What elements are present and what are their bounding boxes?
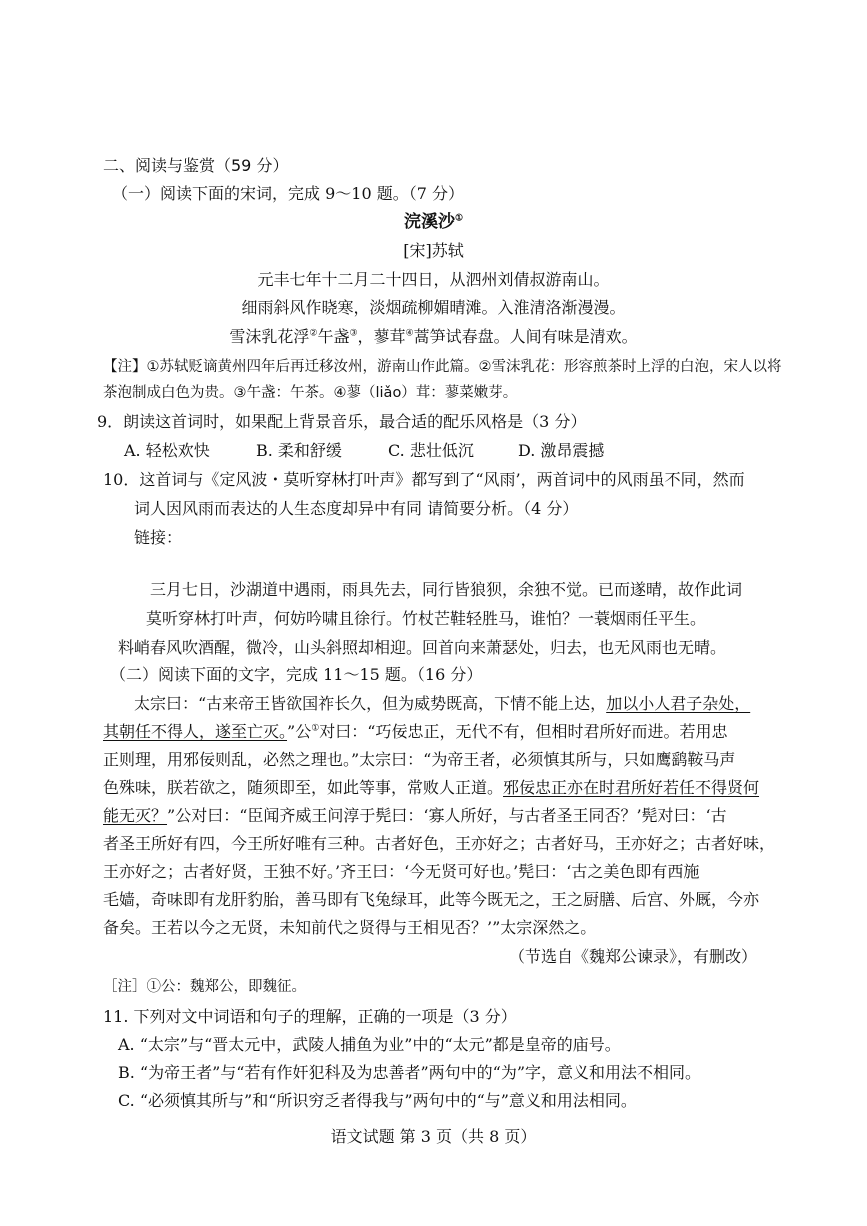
text-segment: 太宗曰：“古来帝王皆欲国祚长久，但为威势既高，下情不能上达，: [134, 694, 607, 713]
text-segment: 对曰：“巧佞忠正，无代不有，但相时君所好而进。若用忠: [319, 722, 728, 741]
underlined-sentence: 邪佞忠正亦在时君所好若任不得贤何: [503, 778, 760, 797]
poem-preface: 元丰七年十二月二十四日，从泗州刘倩叔游南山。: [257, 270, 610, 289]
text-segment: 午盏: [317, 327, 350, 346]
text-segment: 毛嫱，奇味即有龙肝豹胎，善马即有飞兔绿耳，此等今既无之，王之厨膳、后宫、外厩，今亦: [103, 890, 760, 909]
section-heading: 二、阅读与鉴赏（59 分）: [103, 156, 289, 175]
q10-line-2: 词人因风雨而表达的人生态度却异中有同 请简要分析。（4 分）: [134, 499, 579, 518]
passage-line-1: [134, 694, 750, 714]
notes2: ［注］①公：魏郑公，即魏征。: [103, 979, 306, 995]
page-footer: 语文试题 第 3 页（共 8 页）: [330, 1127, 537, 1146]
text-segment: 雪沫乳花浮: [229, 327, 310, 346]
link-poem-preface: 三月七日，沙湖道中遇雨，雨具先去，同行皆狼狈，余独不觉。已而遂晴，故作此词: [150, 580, 743, 599]
text-segment: ，蓼茸: [357, 327, 406, 346]
passage-line-8: [103, 890, 759, 910]
poem-title-note: ①: [454, 213, 464, 224]
q9-option-d: D. 激昂震撼: [518, 441, 605, 460]
passage-line-6: [103, 834, 775, 854]
text-segment: 王亦好之；古者好贤，王独不好。’齐王曰：‘今无贤可好也。’髡曰：‘古之美色即有西施: [103, 862, 700, 881]
q9-option-a: A. 轻松欢快: [124, 441, 210, 460]
text-segment: 正则理，用邪佞则乱，必然之理也。”太宗曰：“为帝王者，必须慎其所与，只如鹰鹞鞍马声: [103, 750, 736, 769]
passage-line-7: [103, 862, 699, 882]
q11-option-b: B. “为帝王者”与“若有作奸犯科及为忠善者”两句中的“为”字，意义和用法不相同。: [118, 1063, 702, 1082]
poem-title: [0, 212, 867, 232]
underlined-sentence: 其朝任不得人，遂至亡灭。: [103, 722, 288, 741]
text-segment: 者圣王所好有四，今王所好唯有三种。古者好色，王亦好之；古者好马，王亦好之；古者好味，: [103, 834, 776, 853]
poem-author: [宋]苏轼: [403, 241, 464, 260]
q9-option-c: C. 悲壮低沉: [388, 441, 474, 460]
passage-line-2: [103, 722, 727, 742]
passage-line-4: [103, 778, 759, 798]
note-marker: ②: [309, 328, 318, 339]
poem-line-1: 细雨斜风作晓寒，淡烟疏柳媚晴滩。入淮清洛渐漫漫。: [241, 298, 626, 317]
notes1-line-1: 【注】①苏轼贬谪黄州四年后再迁移汝州，游南山作此篇。②雪沫乳花：形容煎茶时上浮的白泡，宋人以将: [103, 359, 782, 375]
q11-option-a: A. “太宗”与“晋太元中，武陵人捕鱼为业”中的“太元”都是皇帝的庙号。: [118, 1035, 621, 1054]
text-segment: ”公对曰：“臣闻齐威王问淳于髡曰：‘寡人所好，与古者圣王同否？’髡对曰：‘古: [167, 806, 727, 825]
passage-line-3: [103, 750, 735, 770]
q10-line-1: 10．这首词与《定风波・莫听穿林打叶声》都写到了“风雨’，两首词中的风雨虽不同，然而: [103, 470, 745, 489]
q9-stem: 9．朗读这首词时，如果配上背景音乐，最合适的配乐风格是（3 分）: [97, 412, 587, 431]
text-segment: 色殊味，朕若欲之，随须即至，如此等事，常败人正道。: [103, 778, 504, 797]
note-marker: ①: [311, 723, 320, 734]
q11-option-c: C. “必须慎其所与”和“所识穷乏者得我与”两句中的“与”意义和用法相同。: [118, 1091, 637, 1110]
text-segment: 蒿笋试春盘。人间有味是清欢。: [413, 327, 638, 346]
q9-option-b: B. 柔和舒缓: [256, 441, 342, 460]
poem-line-2: [0, 327, 867, 347]
passage-line-9: [103, 918, 596, 938]
q11-stem: 11. 下列对文中词语和句子的理解，正确的一项是（3 分）: [103, 1007, 517, 1026]
underlined-sentence: 能无灭？: [103, 806, 168, 825]
passage-source: （节选自《魏郑公谏录》，有删改）: [508, 947, 757, 966]
text-segment: ”公: [287, 722, 312, 741]
note-marker: ④: [405, 328, 414, 339]
underlined-sentence: 加以小人君子杂处，: [606, 694, 751, 713]
passage-line-5: [103, 806, 727, 826]
note-marker: ③: [349, 328, 358, 339]
part2-intro: （二）阅读下面的文字，完成 11～15 题。（16 分）: [110, 665, 483, 684]
poem-title-text: 浣溪沙: [403, 212, 455, 232]
q10-link-label: 链接：: [134, 528, 183, 547]
part1-intro: （一）阅读下面的宋词，完成 9～10 题。（7 分）: [112, 184, 464, 203]
text-segment: 备矣。王若以今之无贤，未知前代之贤得与王相见否？’”太宗深然之。: [103, 918, 597, 937]
link-poem-line-1: 莫听穿林打叶声，何妨吟啸且徐行。竹杖芒鞋轻胜马，谁怕？一蓑烟雨任平生。: [146, 609, 707, 628]
notes1-line-2: 茶泡制成白色为贵。③午盏：午茶。④蓼（liǎo）茸：蓼菜嫩芽。: [103, 385, 518, 401]
link-poem-line-2: 料峭春风吹酒醒，微冷，山头斜照却相迎。回首向来萧瑟处，归去，也无风雨也无晴。: [118, 638, 727, 657]
